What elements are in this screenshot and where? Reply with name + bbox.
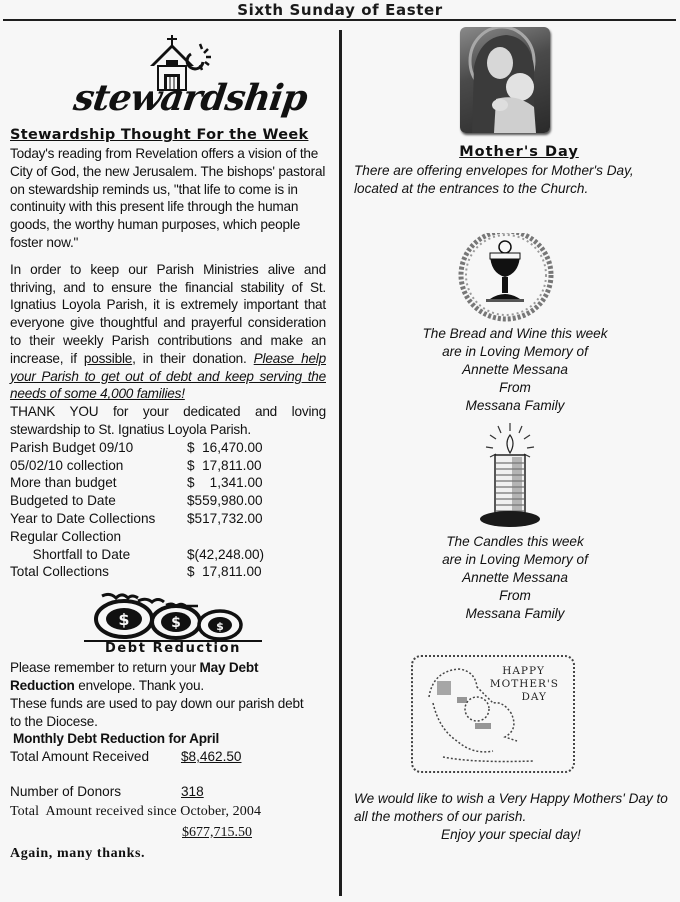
stewardship-thought-text: Today's reading from Revelation offers a vision of the City of God, the new Jerusalem. The bishops' pastoral on stewardship reminds us, "that life to come is in continuity with this present life through the human goods, the worthy human purposes, which people foster now." (10, 146, 326, 250)
possible-text: possible (83, 350, 133, 366)
column-divider (339, 30, 342, 896)
thank-you-text: THANK YOU for your dedicated and loving stewardship to St. Ignatius Loyola Parish. (10, 404, 326, 437)
svg-text:$: $ (171, 615, 181, 632)
debt-reduction-label: Debt Reduction (104, 641, 241, 657)
total-received-row: Total Amount Received $8,462.50 (10, 749, 242, 765)
donors-row: Number of Donors 318 (10, 783, 204, 799)
since-value: $677,715.50 (182, 824, 252, 840)
since-label: Total Amount received since October, 2004 (10, 803, 262, 819)
mothers-day-text: There are offering envelopes for Mother's Day, located at the entrances to the Church. (354, 163, 634, 196)
mothers-day-title: Mother's Day (459, 144, 579, 160)
stewardship-wordmark: stewardship (71, 77, 310, 119)
svg-text:$: $ (118, 610, 130, 630)
finance-row: More than budget $ 1,341.00 (10, 475, 263, 491)
finance-row: Total Collections $ 17,811.00 (10, 564, 262, 580)
card-greeting: HAPPY MOTHER'S DAY (489, 665, 559, 703)
finance-row: Year to Date Collections $517,732.00 (10, 510, 263, 526)
left-column (10, 30, 326, 864)
svg-text:$: $ (216, 620, 224, 634)
debt-funds-note: These funds are used to pay down our parish debt to the Diocese. (10, 695, 304, 729)
finance-row: Budgeted to Date $559,980.00 (10, 493, 263, 509)
candle-image (352, 421, 678, 533)
finance-row: Regular Collection (10, 528, 122, 544)
finance-row: Parish Budget 09/10 $ 16,470.00 (10, 439, 263, 455)
candle-icon (352, 421, 678, 533)
finance-table (10, 439, 326, 581)
appeal-paragraph: In order to keep our Parish Ministries alive and thriving, and to ensure the financial stability of St. Ignatius Loyola Parish, it is extremely important that everyone give thoughtful and prayerful consideration to their weekly Parish contributions and make an increase, if possible, in their donation. Please help your Parish to get out of debt and keep serving the needs of some 4,000 families! (10, 261, 326, 402)
debt-reduction-logo (10, 591, 326, 659)
chalice-icon (352, 233, 678, 325)
madonna-child-icon (460, 27, 550, 133)
madonna-image (460, 27, 550, 133)
total-received-value: $8,462.50 (181, 749, 242, 765)
happy-mothers-day-card (411, 655, 575, 773)
mothers-day-enjoy: Enjoy your special day! (441, 827, 581, 842)
appeal-plea: Please help your Parish to get out of debt and keep serving the needs of some 4,000 families! (10, 350, 326, 402)
donors-value: 318 (181, 783, 204, 799)
candles-dedication: The Candles this week are in Loving Memory of Annette Messana From Messana Family (442, 534, 588, 621)
stewardship-logo (10, 30, 326, 124)
chalice-image (352, 233, 678, 325)
right-column (352, 25, 678, 844)
closing-thanks: Again, many thanks. (10, 845, 146, 861)
header-title: Sixth Sunday of Easter (237, 1, 443, 19)
finance-row: 05/02/10 collection $ 17,811.00 (10, 457, 262, 473)
header-rule (3, 19, 676, 21)
mothers-day-wish: We would like to wish a Very Happy Mothers' Day to all the mothers of our parish. (354, 791, 668, 824)
bread-wine-dedication: The Bread and Wine this week are in Loving Memory of Annette Messana From Messana Family (422, 326, 608, 413)
debt-reminder: Please remember to return your May Debt Reduction envelope. Thank you. (10, 660, 259, 693)
finance-row: Shortfall to Date $(42,248.00) (10, 546, 265, 562)
stewardship-thought-title: Stewardship Thought For the Week (10, 127, 309, 143)
monthly-debt-title: Monthly Debt Reduction for April (13, 731, 220, 747)
